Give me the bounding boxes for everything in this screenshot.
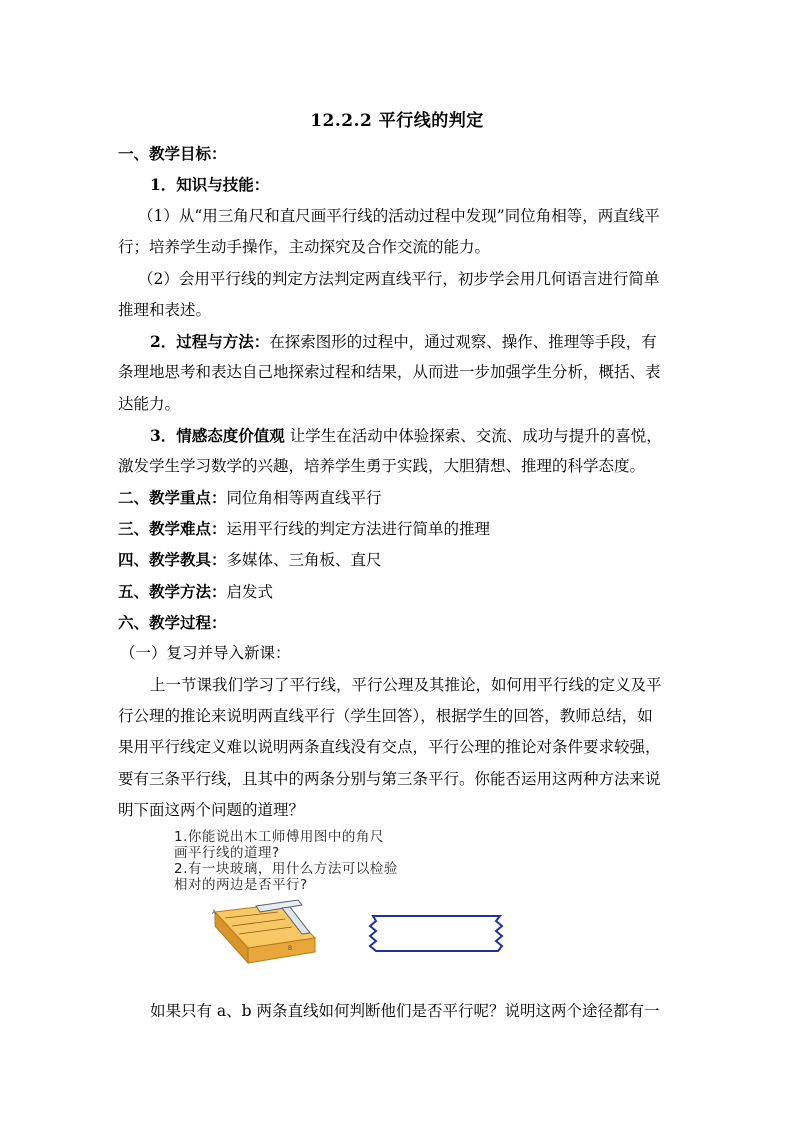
objectives-heading: 一、教学目标：: [118, 144, 227, 163]
review-line-2: 行公理的推论来说明两直线平行（学生回答），根据学生的回答，教师总结，如: [118, 707, 653, 725]
process-heading: 2．过程与方法：: [150, 332, 270, 351]
process-text: 在探索图形的过程中，通过观察、操作、推理等手段，有: [269, 333, 657, 351]
procedure-heading: 六、教学过程：: [118, 613, 227, 632]
final-line: 如果只有 a、b 两条直线如何判断他们是否平行呢？说明这两个途径都有一: [150, 1002, 660, 1020]
knowledge-heading: 1．知识与技能：: [150, 175, 270, 194]
difficulty-heading: 三、教学难点：: [118, 519, 227, 538]
item1-line-1: （1）从“用三角尺和直尺画平行线的活动过程中发现”同位角相等，两直线平: [138, 207, 660, 225]
figure-question-2b: 相对的两边是否平行?: [174, 877, 308, 893]
tools-line: [118, 544, 678, 576]
review-line-3: 果用平行线定义难以说明两条直线没有交点，平行公理的推论对条件要求较强，: [118, 738, 661, 756]
process-line-2: 条理地思考和表达自己地探索过程和结果，从而进一步加强学生分析，概括、表: [118, 363, 661, 381]
figure-drawings: [170, 826, 520, 966]
figure-question-1b: 画平行线的道理?: [174, 845, 280, 861]
attitude-text: 让学生在活动中体验探索、交流、成功与提升的喜悦，: [284, 427, 662, 445]
figure-question-2a: 2.有一块玻璃，用什么方法可以检验: [174, 861, 398, 877]
review-heading: （一）复习并导入新课：: [120, 644, 291, 662]
problem-figure: [170, 826, 520, 966]
key-heading: 二、教学重点：: [118, 488, 227, 507]
attitude-line-2: 激发学生学习数学的兴趣，培养学生勇于实践，大胆猜想、推理的科学态度。: [118, 457, 646, 475]
method-line: [118, 576, 678, 608]
key-text: 同位角相等两直线平行: [226, 489, 382, 507]
figure-question-1a: 1.你能说出木工师傅用图中的角尺: [174, 829, 384, 845]
tools-text: 多媒体、三角板、直尺: [226, 551, 382, 569]
process-line-1: [150, 326, 710, 358]
wood-block-with-square-icon: [212, 900, 315, 963]
process-line-3: 达能力。: [118, 395, 181, 413]
item1-line-2: 行；培养学生动手操作，主动探究及合作交流的能力。: [118, 238, 491, 256]
attitude-line-1: [150, 420, 710, 452]
item2-line-1: （2）会用平行线的判定方法判定两直线平行，初步学会用几何语言进行简单: [138, 270, 660, 288]
difficulty-line: [118, 513, 678, 545]
glass-pane-icon: [370, 916, 502, 951]
page-title: 12.2.2 平行线的判定: [310, 111, 484, 131]
method-heading: 五、教学方法：: [118, 582, 227, 601]
item2-line-2: 推理和表述。: [118, 301, 212, 319]
svg-text:B: B: [288, 945, 293, 952]
method-text: 启发式: [226, 583, 274, 601]
review-line-5: 明下面这两个问题的道理？: [118, 801, 305, 819]
review-line-1: 上一节课我们学习了平行线，平行公理及其推论，如何用平行线的定义及平: [150, 676, 662, 694]
svg-text:A: A: [212, 909, 217, 916]
review-line-4: 要有三条平行线，且其中的两条分别与第三条平行。你能否运用这两种方法来说: [118, 770, 661, 788]
key-point-line: [118, 482, 678, 514]
tools-heading: 四、教学教具：: [118, 550, 227, 569]
difficulty-text: 运用平行线的判定方法进行简单的推理: [226, 520, 491, 538]
attitude-heading: 3．情感态度价值观: [150, 426, 285, 445]
